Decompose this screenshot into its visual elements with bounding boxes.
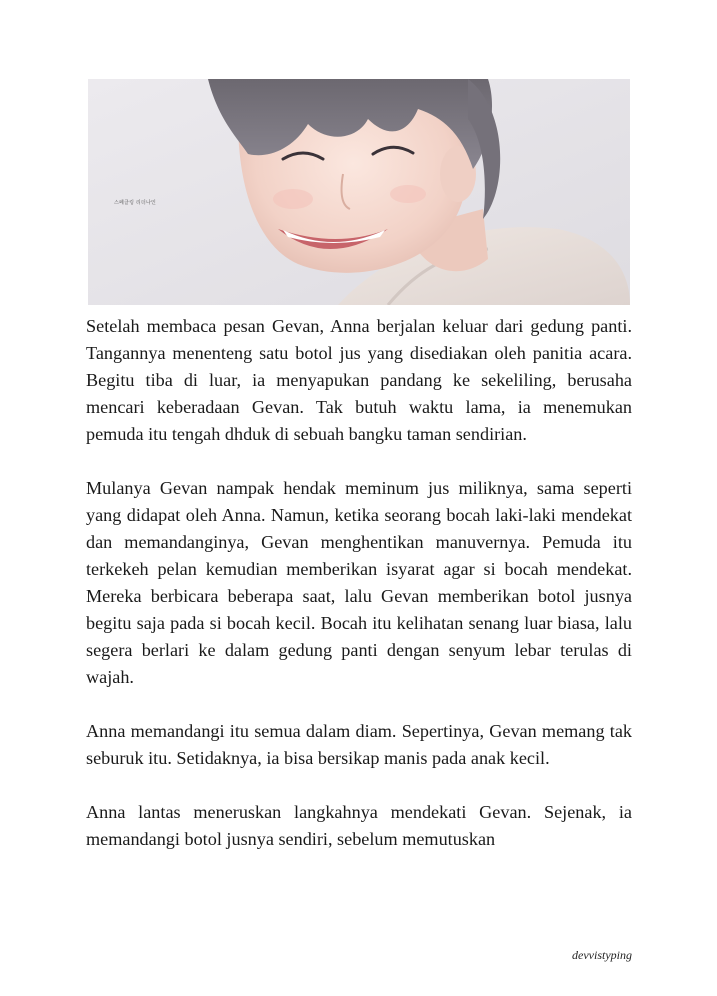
- photo-watermark: 스페클링 리더나인: [114, 200, 157, 206]
- paragraph: Anna memandangi itu semua dalam diam. Sepertinya, Gevan memang tak seburuk itu. Setidaknya, ia bisa bersikap manis pada anak kecil.: [86, 721, 632, 768]
- paragraph: Anna lantas meneruskan langkahnya mendekati Gevan. Sejenak, ia memandangi botol jusnya sendiri, sebelum memutuskan: [86, 802, 632, 849]
- paragraph: Setelah membaca pesan Gevan, Anna berjalan keluar dari gedung panti. Tangannya menenteng satu botol jus yang disediakan oleh panitia acara. Begitu tiba di luar, ia menyapukan pandang ke sekeliling, berusaha mencari keberadaan Gevan. Tak butuh waktu lama, ia menemukan pemuda itu tengah dhduk di sebuah bangku taman sendirian.: [86, 316, 632, 444]
- paragraph: Mulanya Gevan nampak hendak meminum jus miliknya, sama seperti yang didapat oleh Anna. Namun, ketika seorang bocah laki-laki mendekat dan memandanginya, Gevan menghentikan manuvernya. Pemuda itu terkekeh pelan kemudian memberikan isyarat agar si bocah mendekat. Mereka berbicara beberapa saat, lalu Gevan memberikan botol jusnya begitu saja pada si bocah kecil. Bocah itu kelihatan senang luar biasa, lalu segera berlari ke dalam gedung panti dengan senyum lebar terulas di wajah.: [86, 478, 632, 687]
- portrait-illustration: [88, 79, 630, 305]
- author-signature: devvistyping: [572, 948, 632, 962]
- header-photo: [88, 79, 630, 305]
- story-body: [86, 313, 632, 853]
